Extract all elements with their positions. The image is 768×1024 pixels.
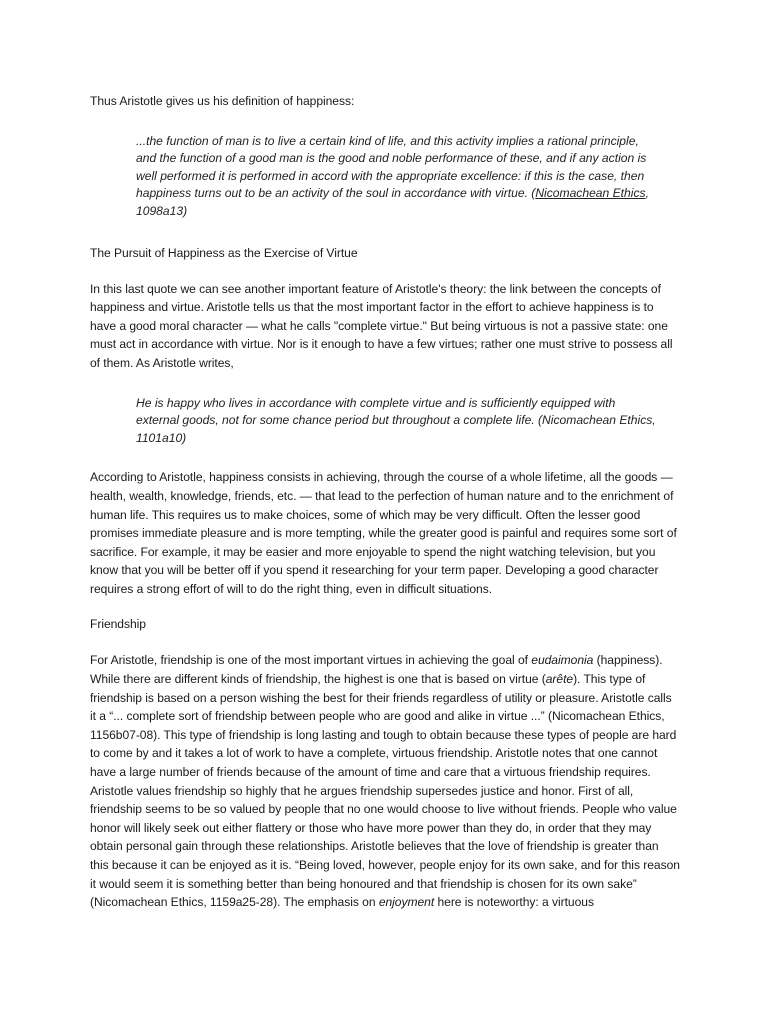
- term-enjoyment: enjoyment: [378, 895, 435, 910]
- intro-line: Thus Aristotle gives us his definition of happiness:: [90, 94, 355, 108]
- friendship-text-2: (happiness). While there are different kinds of friendship, the highest is one that is based on virtue (: [90, 653, 663, 687]
- friendship-text-3: ). This type of friendship is based on a person wishing the best for their friends regardless of utility or pleasure. Aristotle calls it a “... complete sort of friendship between people who are good and alike in virtue ...” (Nicomachean Ethics, 1156b07-08). This type of friendship is long lasting and tough to obtain because these types of people are hard to come by and it takes a lot of work to have a complete, virtuous friendship. Aristotle notes that one cannot have a large number of friends because of the amount of time and care that a virtuous friendship requires. Aristotle values friendship so highly that he argues friendship supersedes justice and honor. First of all, friendship seems to be so valued by people that no one would choose to live without friends. People who value honor will likely seek out either flattery or those who have more power than they do, in order that they may obtain personal gain through these relationships. Aristotle believes that the love of friendship is greater than this because it can be enjoyed as it is. “Being loved, however, people enjoy for its own sake, and for this reason it would seem it is something better than being honoured and that friendship is chosen for its own sake” (Nicomachean Ethics, 1159a25-28). The emphasis on: [90, 672, 680, 910]
- block-quote-happy: He is happy who lives in accordance with complete virtue and is sufficiently equipped with external goods, not for some chance period but throughout a complete life. (Nicomachean Ethics, 1101a10): [136, 395, 656, 445]
- paragraph-friendship: [90, 651, 680, 911]
- nicomachean-ethics-link[interactable]: Nicomachean Ethics: [535, 186, 646, 201]
- quote1-citation: , 1098a13): [136, 186, 649, 218]
- quote1-text: ...the function of man is to live a certain kind of life, and this activity implies a rational principle, and the function of a good man is the good and noble performance of these, and if any action is well performed it is performed in accord with the appropriate excellence: if this is the case, then happiness turns out to be an activity of the soul in accordance with virtue. (: [136, 133, 647, 201]
- section-heading-friendship: Friendship: [90, 617, 146, 632]
- section-heading-pursuit: The Pursuit of Happiness as the Exercise of Virtue: [90, 245, 358, 260]
- block-quote-definition: [136, 133, 656, 221]
- page-content: [90, 92, 680, 912]
- term-eudaimonia: eudaimonia: [531, 653, 594, 668]
- term-arete: arête: [545, 672, 574, 687]
- friendship-text-1: For Aristotle, friendship is one of the most important virtues in achieving the goal of: [90, 653, 532, 668]
- paragraph-goods: According to Aristotle, happiness consists in achieving, through the course of a whole lifetime, all the goods — health, wealth, knowledge, friends, etc. — that lead to the perfection of human nature and to the enrichment of human life. This requires us to make choices, some of which may be very difficult. Often the lesser good promises immediate pleasure and is more tempting, while the greater good is painful and requires some sort of sacrifice. For example, it may be easier and more enjoyable to spend the night watching television, but you know that you will be better off if you spend it researching for your term paper. Developing a good character requires a strong effort of will to do the right thing, even in difficult situations.: [90, 470, 677, 596]
- paragraph-virtue: In this last quote we can see another important feature of Aristotle's theory: the link between the concepts of happiness and virtue. Aristotle tells us that the most important factor in the effort to achieve happiness is to have a good moral character — what he calls "complete virtue." But being virtuous is not a passive state: one must act in accordance with virtue. Nor is it enough to have a few virtues; rather one must strive to possess all of them. As Aristotle writes,: [90, 281, 673, 370]
- friendship-text-4: here is noteworthy: a virtuous: [434, 895, 594, 910]
